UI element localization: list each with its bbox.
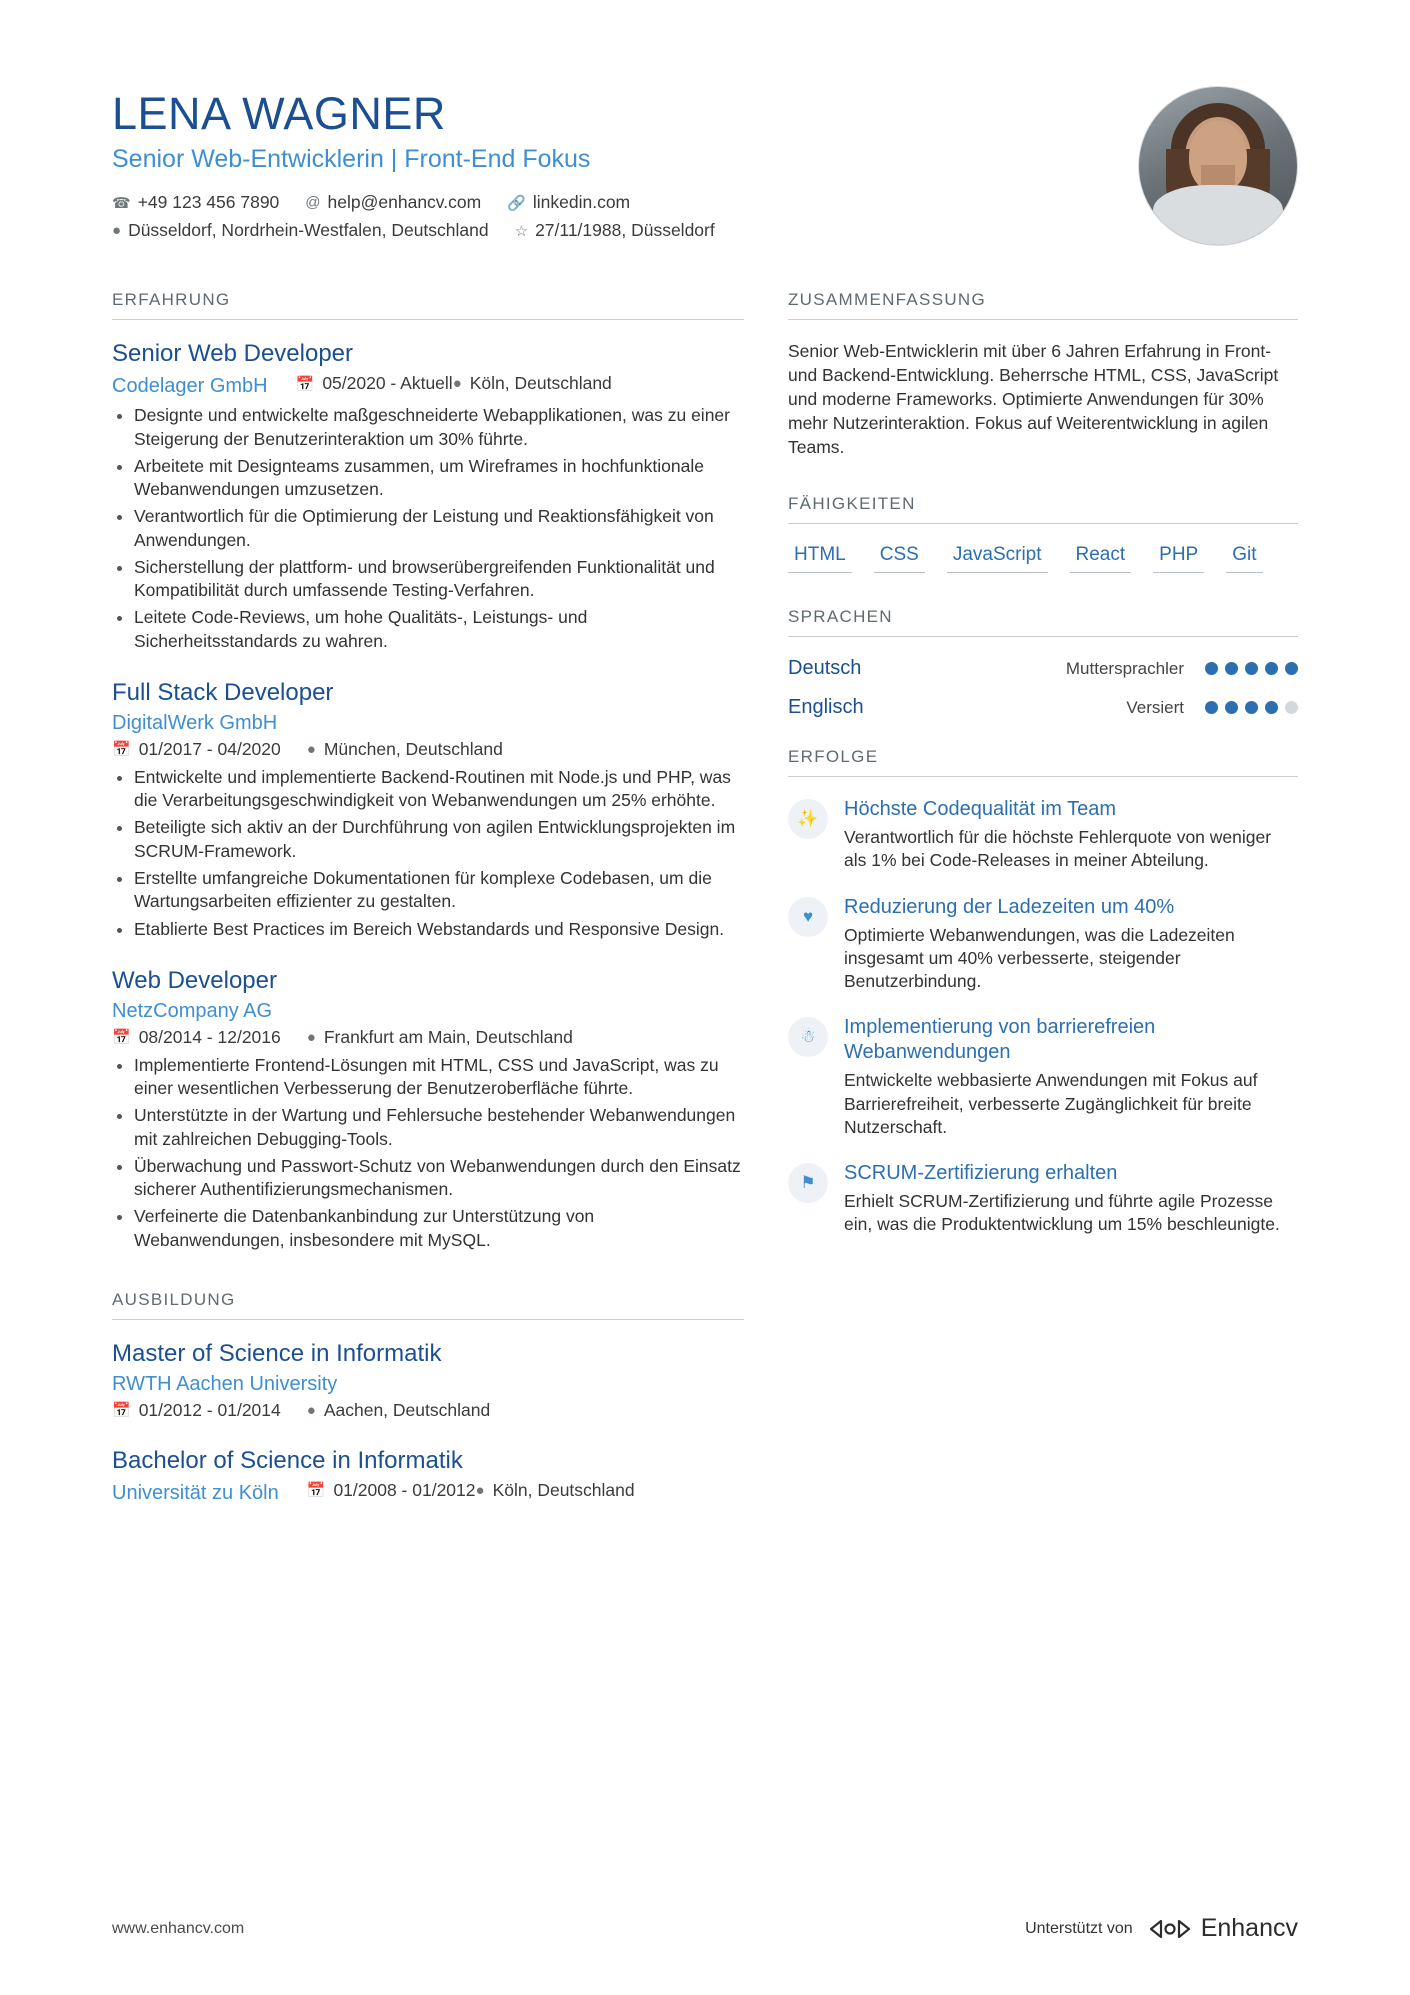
contact-email[interactable] [305,192,481,213]
skills-list [788,544,1298,593]
contact-row-2 [112,220,1138,241]
education-location-text: Köln, Deutschland [492,1479,635,1500]
star-icon: ☆ [514,222,529,240]
rating-dot [1225,662,1238,675]
heart-icon: ♥ [788,897,828,937]
lightbulb-icon: ☃ [788,1017,828,1057]
achievement-item [788,895,1298,994]
resume-header [112,84,1298,248]
education-location [307,1400,490,1421]
skill-chip: JavaScript [947,544,1048,573]
list-item: • Etablierte Best Practices im Bereich Webstandards und Responsive Design. [134,918,744,941]
rating-dot [1245,662,1258,675]
education-dates-text: 01/2012 - 01/2014 [138,1399,281,1420]
list-item: • Leitete Code-Reviews, um hohe Qualitäts-, Leistungs- und Sicherheitsstandards zu wahren. [134,606,744,653]
rating-dot [1225,701,1238,714]
rating-dot [1285,662,1298,675]
achievement-item [788,1015,1298,1139]
list-item: • Beteiligte sich aktiv an der Durchführung von agilen Entwicklungsprojekten im SCRUM-Framework. [134,816,744,863]
rocket-icon: ✨ [788,799,828,839]
job-dates [112,739,281,760]
job-bullets [112,1054,744,1252]
job-company: DigitalWerk GmbH [112,711,278,734]
skill-chip: CSS [874,544,925,573]
location-pin-icon: ● [306,740,316,758]
location-pin-icon: ● [306,1401,316,1419]
list-item: • Designte und entwickelte maßgeschneiderte Webapplikationen, was zu einer Steigerung der Benutzerinteraktion um 30% führte. [134,404,744,451]
link-icon: 🔗 [507,194,526,212]
job-location-text: München, Deutschland [323,738,503,759]
powered-by-label: Unterstützt von [1025,1919,1133,1937]
contact-birth [515,220,715,241]
achievement-body [844,895,1298,994]
left-column [112,290,788,1533]
skill-chip: React [1070,544,1132,573]
job-meta [112,373,744,400]
contact-phone-text: +49 123 456 7890 [137,192,280,213]
rating-dot [1205,701,1218,714]
education-dates [307,1480,476,1501]
job-meta [112,1027,744,1048]
education-location [476,1480,635,1501]
job-dates-text: 01/2017 - 04/2020 [138,738,281,759]
achievement-title: SCRUM-Zertifizierung erhalten [844,1162,1118,1185]
education-location-text: Aachen, Deutschland [323,1399,491,1420]
experience-entry [112,679,744,941]
achievement-text: Erhielt SCRUM-Zertifizierung und führte agile Prozesse ein, was die Produktentwicklung um 15% beschleunigte. [844,1191,1280,1235]
footer-branding [1025,1914,1298,1943]
skill-chip: Git [1226,544,1262,573]
rating-dot [1205,662,1218,675]
contact-row-1 [112,192,1138,213]
job-location-text: Köln, Deutschland [469,373,612,394]
language-rating [1198,662,1298,675]
section-title-skills: FÄHIGKEITEN [788,494,1298,524]
achievement-body [844,1161,1298,1237]
list-item: • Überwachung und Passwort-Schutz von Webanwendungen durch den Einsatz sicherer Authentifizierungsmechanismen. [134,1155,744,1202]
achievement-title: Höchste Codequalität im Team [844,798,1116,821]
education-dates-text: 01/2008 - 01/2012 [333,1479,476,1500]
footer-website[interactable]: www.enhancv.com [112,1919,245,1937]
contact-location-text: Düsseldorf, Nordrhein-Westfalen, Deutschland [128,220,489,241]
enhancv-wordmark: Enhancv [1200,1914,1298,1942]
achievement-title: Implementierung von barrierefreien Webanwendungen [844,1016,1156,1064]
achievement-item [788,797,1298,873]
calendar-icon: 📅 [306,1482,326,1500]
job-title: Full Stack Developer [112,678,334,706]
section-title-education: AUSBILDUNG [112,1290,744,1320]
education-meta [112,1400,744,1421]
list-item: • Entwickelte und implementierte Backend-Routinen mit Node.js und PHP, was die Verarbeitungsgeschwindigkeit von Webanwendungen um 25% erhöhte. [134,766,744,813]
contact-linkedin[interactable] [507,192,630,213]
job-bullets [112,404,744,653]
language-level: Muttersprachler [1065,658,1184,678]
job-dates [112,1027,281,1048]
language-level: Versiert [1126,697,1184,717]
rating-dot [1265,701,1278,714]
job-location-text: Frankfurt am Main, Deutschland [323,1026,573,1047]
calendar-icon: 📅 [295,375,315,393]
enhancv-mark-icon [1147,1916,1193,1942]
calendar-icon: 📅 [112,1029,131,1047]
calendar-icon: 📅 [112,741,131,759]
achievement-title: Reduzierung der Ladezeiten um 40% [844,895,1175,918]
achievement-text: Verantwortlich für die höchste Fehlerquote von weniger als 1% bei Code-Releases in meiner Abteilung. [844,827,1272,871]
email-icon: @ [305,194,321,212]
rating-dot-empty [1285,701,1298,714]
job-title: Web Developer [112,966,277,994]
education-entry [112,1340,744,1421]
contact-email-text: help@enhancv.com [327,192,482,213]
list-item: • Sicherstellung der plattform- und browserübergreifenden Funktionalität und Kompatibilität durch umfassende Testing-Verfahren. [134,556,744,603]
education-dates [112,1400,281,1421]
list-item: • Verantwortlich für die Optimierung der Leistung und Reaktionsfähigkeit von Anwendungen. [134,505,744,552]
section-title-achievements: ERFOLGE [788,747,1298,777]
enhancv-logo [1147,1914,1298,1943]
header-left [112,84,1138,248]
list-item: • Verfeinerte die Datenbankanbindung zur Unterstützung von Webanwendungen, insbesondere mit MySQL. [134,1205,744,1252]
location-pin-icon: ● [475,1481,485,1499]
skill-chip: PHP [1153,544,1204,573]
professional-headline: Senior Web-Entwicklerin | Front-End Fokus [112,145,591,174]
job-dates [296,373,453,394]
summary-text: Senior Web-Entwicklerin mit über 6 Jahren Erfahrung in Front- und Backend-Entwicklung. Beherrsche HTML, CSS, JavaScript und moderne Frameworks. Optimierte Anwendungen für 30% mehr Nutzerinteraktion. Fokus auf Weiterentwicklung in agilen Teams. [788,341,1279,458]
experience-entry [112,967,744,1252]
job-meta [112,739,744,760]
achievement-body [844,797,1298,873]
skill-chip: HTML [788,544,852,573]
content-columns [112,290,1298,1533]
rating-dot [1265,662,1278,675]
achievement-body [844,1015,1298,1139]
job-company: Codelager GmbH [112,375,268,398]
achievement-text: Entwickelte webbasierte Anwendungen mit Fokus auf Barrierefreiheit, verbesserte Zugänglichkeit für breite Nutzerschaft. [844,1070,1258,1137]
education-meta [112,1480,744,1507]
job-dates-text: 08/2014 - 12/2016 [138,1026,281,1047]
avatar [1138,86,1298,246]
language-row [788,696,1298,719]
location-pin-icon: ● [112,222,122,240]
page-footer [112,1914,1298,1943]
job-location [307,1027,573,1048]
language-rating [1198,701,1298,714]
language-name: Deutsch [788,657,862,680]
section-title-experience: ERFAHRUNG [112,290,744,320]
school-name: RWTH Aachen University [112,1372,338,1395]
rating-dot [1245,701,1258,714]
contact-birth-text: 27/11/1988, Düsseldorf [535,220,715,241]
job-location [453,373,612,394]
contact-location [112,220,489,241]
avatar-shoulders [1153,185,1283,245]
degree-title: Master of Science in Informatik [112,1339,442,1367]
list-item: • Unterstützte in der Wartung und Fehlersuche bestehender Webanwendungen mit zahlreichen Debugging-Tools. [134,1104,744,1151]
job-dates-text: 05/2020 - Aktuell [322,373,453,394]
education-entry [112,1447,744,1507]
degree-title: Bachelor of Science in Informatik [112,1446,463,1474]
school-name: Universität zu Köln [112,1481,279,1504]
calendar-icon: 📅 [112,1402,131,1420]
location-pin-icon: ● [452,375,462,393]
list-item: • Arbeitete mit Designteams zusammen, um Wireframes in hochfunktionale Webanwendungen umzusetzen. [134,455,744,502]
page-title: LENA WAGNER [112,88,446,139]
contact-phone[interactable] [112,192,279,213]
list-item: • Erstellte umfangreiche Dokumentationen für komplexe Codebasen, um die Wartungsarbeiten effizienter zu gestalten. [134,867,744,914]
location-pin-icon: ● [306,1028,316,1046]
section-title-summary: ZUSAMMENFASSUNG [788,290,1298,320]
job-company: NetzCompany AG [112,999,273,1022]
achievement-text: Optimierte Webanwendungen, was die Ladezeiten insgesamt um 40% verbesserte, steigender Benutzerbindung. [844,924,1235,992]
right-column [788,290,1298,1533]
language-row [788,657,1298,680]
flag-icon: ⚑ [788,1163,828,1203]
job-title: Senior Web Developer [112,340,354,368]
contact-linkedin-text: linkedin.com [532,192,631,213]
phone-icon: ☎ [112,194,131,212]
experience-entry [112,340,744,653]
achievement-item [788,1161,1298,1237]
job-location [307,739,503,760]
section-title-languages: SPRACHEN [788,607,1298,637]
language-name: Englisch [788,696,864,719]
list-item: • Implementierte Frontend-Lösungen mit HTML, CSS und JavaScript, was zu einer wesentlichen Verbesserung der Benutzeroberfläche führte. [134,1054,744,1101]
job-bullets [112,766,744,941]
